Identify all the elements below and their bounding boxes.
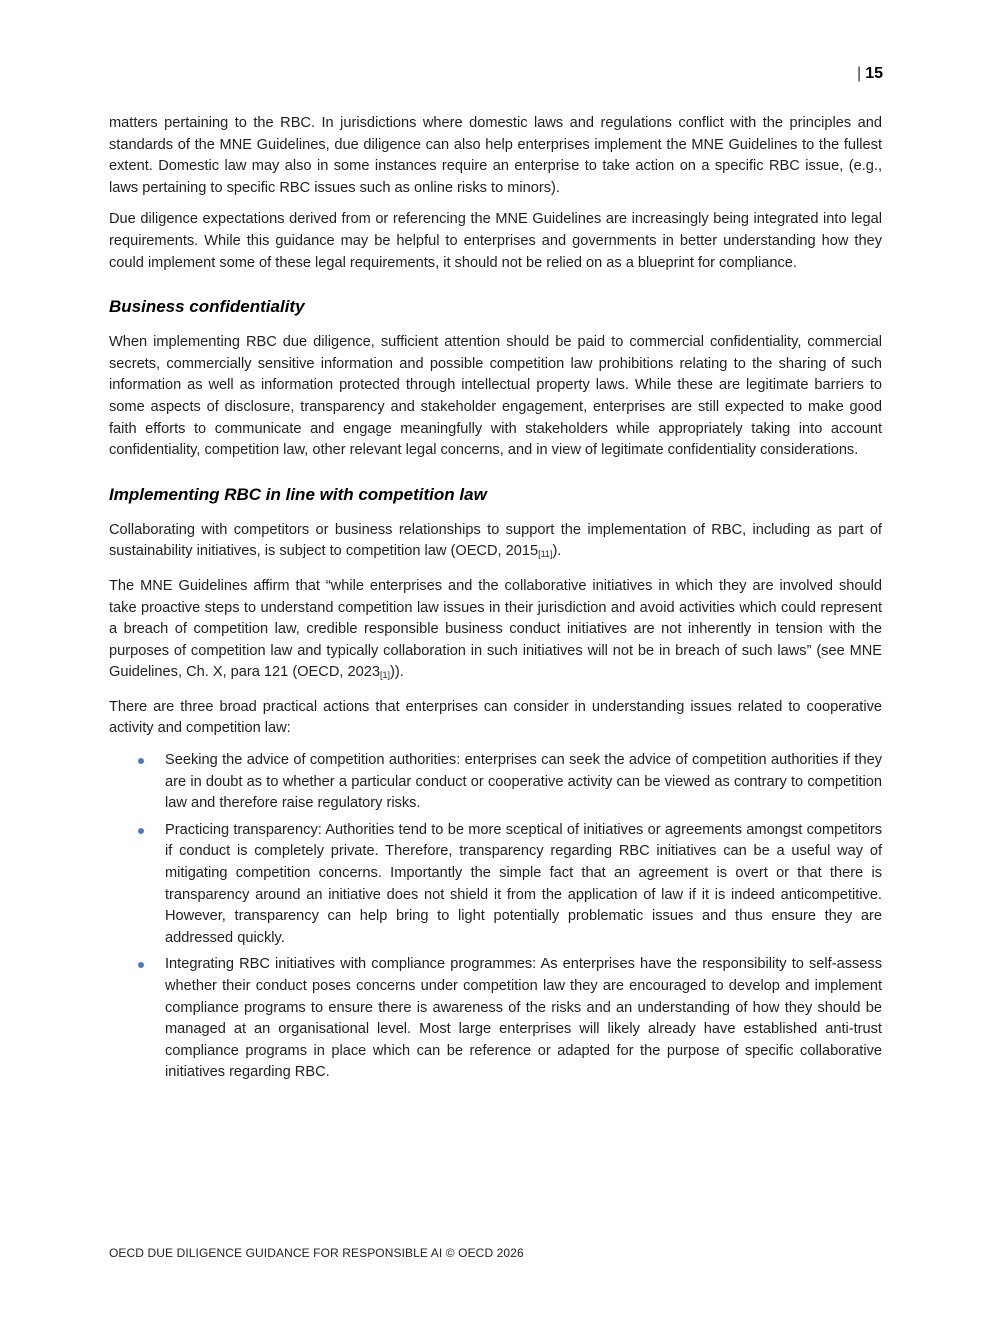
paragraph-mne-guidelines-quote — [109, 576, 882, 687]
paragraph-tail: )). — [389, 664, 404, 681]
list-item — [109, 750, 882, 815]
paragraph-business-confidentiality: When implementing RBC due diligence, sufficient attention should be paid to commercial confidentiality, commercial secrets, commercially sensitive information and possible competition law prohibitions relating to the sharing of such information as well as information protected through intellectual property laws. While these are legitimate barriers to some aspects of disclosure, transparency and stakeholder engagement, enterprises are still expected to make good faith efforts to communicate and engage meaningfully with stakeholders while appropriately taking into account confidentiality, competition law, other relevant legal concerns, and in view of legitimate confidentiality considerations. — [109, 334, 882, 459]
heading-competition-law: Implementing RBC in line with competition law — [109, 484, 487, 504]
page-number — [857, 65, 883, 83]
page-body — [109, 113, 882, 1089]
list-item-text: Practicing transparency: Authorities tend to be more sceptical of initiatives or agreements amongst competitors if conduct is completely private. Therefore, transparency regarding RBC initiatives can be a useful way of mitigating competition concerns. Importantly the simple fact that an agreement is overt or that there is transparency around an initiative does not shield it from the application of law if it is indeed anticompetitive. However, transparency can help bring to light potentially problematic issues and thus ensure they are addressed quickly. — [165, 821, 882, 946]
page-number-value: 15 — [865, 65, 883, 82]
list-item — [109, 954, 882, 1084]
paragraph-collaboration-competition-law — [109, 520, 882, 566]
paragraph-legal-requirements: Due diligence expectations derived from or referencing the MNE Guidelines are increasingly being integrated into legal requirements. While this guidance may be helpful to enterprises and governments in better understanding how they could implement some of these legal requirements, it should not be relied on as a blueprint for compliance. — [109, 211, 882, 271]
heading-business-confidentiality: Business confidentiality — [109, 297, 305, 317]
bullet-dot-icon — [138, 962, 144, 968]
bullet-dot-icon — [138, 758, 144, 764]
list-item — [109, 820, 882, 950]
list-item-text: Integrating RBC initiatives with compliance programmes: As enterprises have the responsibility to self-assess whether their conduct poses concerns under competition law they are encouraged to develop and implement compliance programs to ensure there is awareness of the risks and an understanding of how they should be managed at an organisational level. Most large enterprises will likely already have established anti-trust compliance programs in place which can be reference or adapted for the purpose of specific collaborative initiatives regarding RBC. — [165, 956, 882, 1081]
paragraph-rbc-domestic-law: matters pertaining to the RBC. In jurisdictions where domestic laws and regulations conflict with the principles and standards of the MNE Guidelines, due diligence can also help enterprises implement the MNE Guidelines to the fullest extent. Domestic law may also in some instances require an enterprise to take action on a specific RBC issue, (e.g., laws pertaining to specific RBC issues such as online risks to minors). — [109, 115, 882, 196]
paragraph-tail: ). — [552, 543, 562, 560]
paragraph-text: Collaborating with competitors or business relationships to support the implementation of RBC, including as part of sustainability initiatives, is subject to competition law (OECD, 2015 — [109, 521, 882, 560]
page-footer: OECD DUE DILIGENCE GUIDANCE FOR RESPONSIBLE AI © OECD 2026 — [109, 1246, 524, 1260]
bullet-dot-icon — [138, 828, 144, 834]
paragraph-text: The MNE Guidelines affirm that “while enterprises and the collaborative initiatives in which they are involved should take proactive steps to understand competition law issues in their jurisdiction and avoid activities which could represent a breach of competition law, credible responsible business conduct initiatives are not inherently in tension with the purposes of competition law and typically collaboration in such initiatives will not be in breach of such laws” (see MNE Guidelines, Ch. X, para 121 (OECD, 2023 — [109, 577, 882, 681]
page-number-separator: | — [857, 65, 862, 82]
citation-reference: [11] — [538, 549, 553, 560]
practical-actions-list — [109, 750, 882, 1084]
citation-reference: [1] — [379, 670, 390, 681]
list-item-text: Seeking the advice of competition authorities: enterprises can seek the advice of competition authorities if they are in doubt as to whether a particular conduct or cooperative activity can be viewed as contrary to competition law and therefore raise regulatory risks. — [165, 752, 882, 812]
paragraph-three-actions-intro: There are three broad practical actions that enterprises can consider in understanding issues related to cooperative activity and competition law: — [109, 698, 882, 737]
